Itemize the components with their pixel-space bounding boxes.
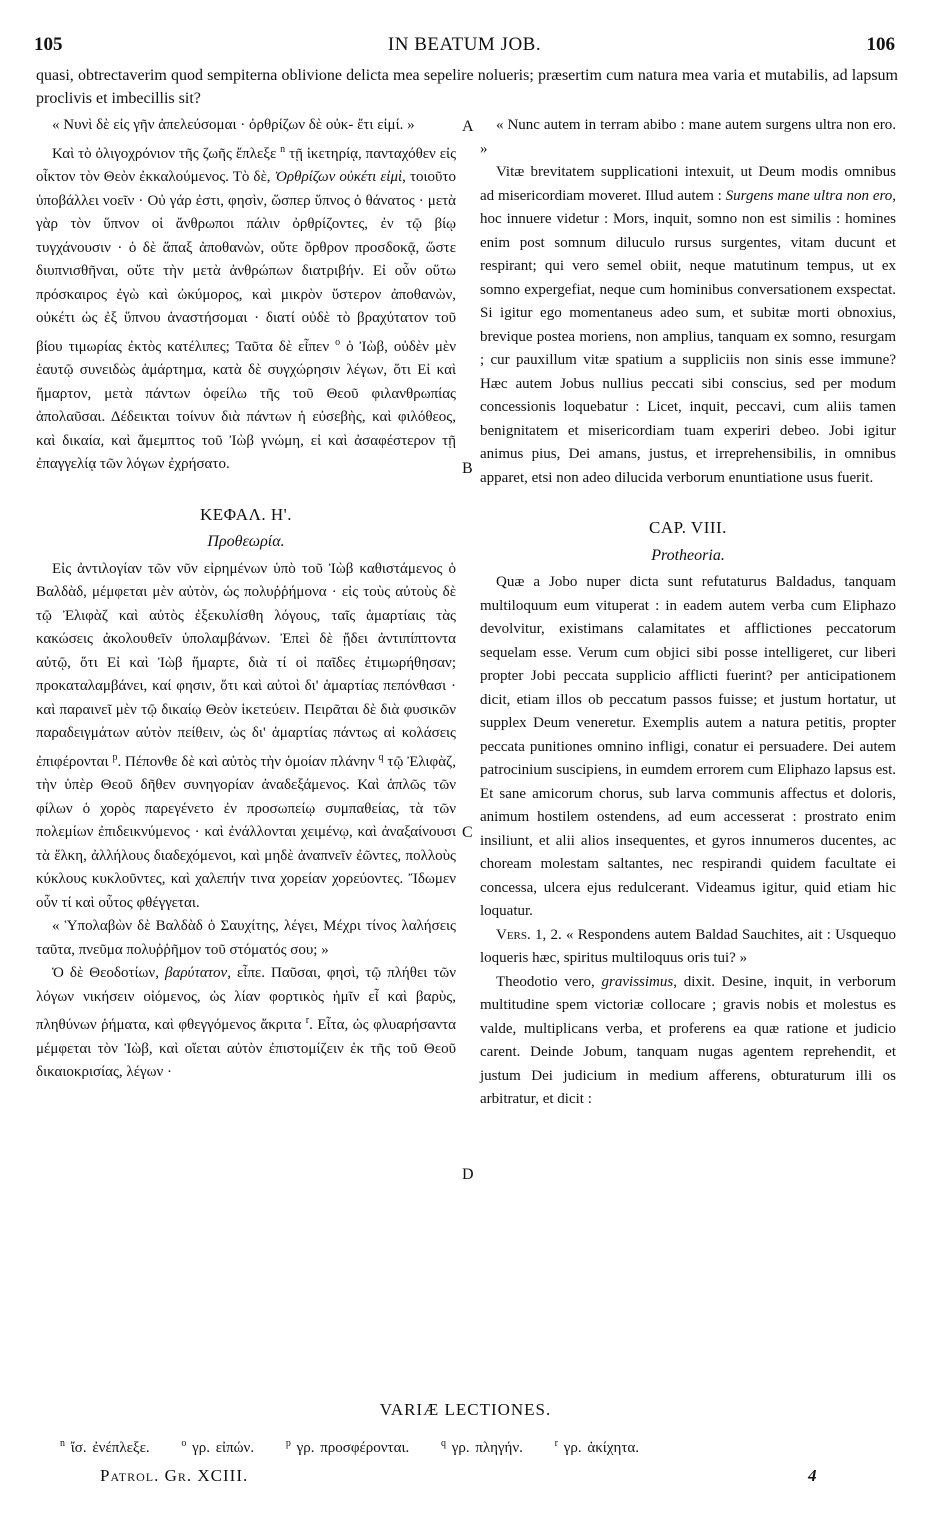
greek-protheoria: Εἰς ἀντιλογίαν τῶν νῦν εἰρημένων ὑπὸ τοῦ Ἰὼβ καθιστάμενος ὁ Βαλδὰδ, μέμφεται μὲν αὐτὸν, ὡς πολυῤῥήμονα · εἰς τοὺς αὐτοὺς δὲ τῷ Ἐλιφὰζ καὶ αὐτὸς ἐξεκυλίσθη λόγους, ταῖς ἁμαρτίαις τὰς κακώσεις ἀκολουθεῖν ὑπολαμβάνων. Ἐπεὶ δὲ ᾔδει ἀντιπίπτοντα αὐτῷ, ὅτι Εἰ καὶ Ἰὼβ ἥμαρτε, διὰ τί οἱ παῖδες ἐτιμωρήθησαν; προκαταλαμβάνει, καί φησιν, ὅτι καὶ αὐτοὶ δι' ἁμαρτίας πεπόνθασι · καὶ παραινεῖ μὲν τῷ δικαίῳ Θεὸν ἱκετεύειν. Πειρᾶται δὲ διὰ φυσικῶν παραδειγμάτων αὐτὸν πείθειν, ὡς δι' ἁμαρτίας πάντως αἱ κολάσεις ἐπιφέρονται $^p$. Πέπονθε δὲ καὶ αὐτὸς τὴν ὁμοίαν πλάνην $^q$ τῷ Ἐλιφὰζ, τὴν ὑπὲρ Θεοῦ δῆθεν συνηγορίαν ἀναδεξάμενος. Καὶ ἁπλῶς τῶν φίλων ὁ χορὸς παρεγένετο ἐν προσωπείῳ συμπαθείας, τὰ τῶν πολεμίων ἐπιδεικνύμενος · καὶ ἐνάλλονται χειμένῳ, καὶ ἀναξαίνουσι τὰ ἕλκη, ἀλλήλους διαδεχόμενοι, καὶ μηδὲ ἀναπνεῖν ἐῶντες, πολλοὺς κύκλους κυκλοῦντες, καὶ χαλεπήν τινα χορείαν χορεύοντες. Ἴδωμεν οὖν τί καὶ οὗτος φθέγγεται. bbox=[36, 560, 457, 911]
footer-signature-mark: 4 bbox=[808, 1466, 817, 1485]
note-mark-o: o bbox=[335, 336, 341, 348]
running-header bbox=[34, 34, 895, 58]
latin-protheoria: Quæ a Jobo nuper dicta sunt refutaturus Baldadus, tanquam multiloquum eum vituperat : in eadem autem verba cum Eliphazo devolvitur, existimans calamitates et afflictiones peccatorum sequelam esse. Verum cum objici sibi posse intelligeret, cur liberi propter Jobi peccata supplicio afflicti fuerint? per anticipationem dicit, etiam illos ob peccatum passos fuisse; et justum hortatur, ut supplex Deum veneretur. Exemplis autem a natura petitis, propter peccata punitiones omnino infligi, conatur ei persuadere. Dei autem patrocinium suscipiens, in eumdem errorem cum Eliphazo lapsus est. Et sane amicorum chorus, sub larva communis affectus et doloris, animum hostilem ostendens, ad eum accesserat : prostrato enim insiliunt, et alii alios insequentes, et gyros innumeros ducentes, ac choream molestam saltantes, nec respirandi quidem facultate ei concessa, ulcera ejus redulcerant. Videamus igitur, quid etiam hic loquatur. bbox=[480, 574, 896, 919]
variant-note: $^n$ ἴσ. ἐνέπλεξε. bbox=[60, 1438, 150, 1456]
variant-note: $^p$ γρ. προσφέρονται. bbox=[285, 1438, 410, 1456]
latin-subtitle: Protheoria. bbox=[651, 546, 725, 564]
latin-commentary-2: Theodotio vero, gravissimus, dixit. Desine, inquit, in verborum multitudine spem victoriæ collocare ; gravis nobis et molestus es valde, multiplicans verba, et proferens ea quæ ratione et judicio carent. Deinde Jobum, tanquam nugas agentem reprehendit, et justum Dei judicium in medium afferens, obturaturum illi os arbitratur, et dicit : bbox=[480, 973, 897, 1107]
variant-note: $^o$ γρ. εἰπών. bbox=[181, 1438, 255, 1456]
margin-letter-a: A bbox=[462, 118, 474, 135]
greek-verse-quote-2: « Ὑπολαβὼν δὲ Βαλδὰδ ὁ Σαυχίτης, λέγει, Μέχρι τίνος λαλήσεις ταῦτα, πνεῦμα πολυῤῥῆμον τοῦ στόματός σου; » bbox=[36, 918, 456, 958]
greek-column bbox=[36, 114, 456, 1085]
greek-commentary-1: Καὶ τὸ ὀλιγοχρόνιον τῆς ζωῆς ἔπλεξε $^n$ τῇ ἱκετηρίᾳ, πανταχόθεν εἰς οἶκτον τὸν Θεὸν ἐκκαλούμενος. Τὸ δὲ, Ὀρθρίζων οὐκέτι εἰμὶ, τοιοῦτο ὑποβάλλει νοεῖν · Οὐ γάρ ἐστι, φησὶν, ὥσπερ ὕπνος ὁ θάνατος · μετὰ γὰρ τὸν ὕπνον οἱ ἄνθρωποι πάλιν ὀρθρίζοντες, ἐν τῷ βίῳ τυγχάνουσιν · ὁ δὲ ἅπαξ ἀποθανὼν, οὔτε ὄρθρον προσδοκᾷ, ὥστε διυπνισθῆναι, οὔτε τὴν μετὰ ἀνθρώπων διατριβήν. Εἰ οὖν οὕτω πρόσκαιρος ἐγὼ καὶ ὠκύμορος, καὶ μικρὸν ὕστερον ἀποθανὼν, οὐκέτι ὡς ἐξ ὕπνου ἀναστήσομαι · διατί οὐδὲ τὸ βραχύτατον τοῦ βίου τιμωρίας ἐκτὸς κατέλιπες; Ταῦτα δὲ εἶπεν $^o$ ὁ Ἰὼβ, οὐδὲν μὲν ἑαυτῷ συνειδὼς ἁμάρτημα, κατὰ δὲ συγχώρησιν λέγων, ὅτι Εἰ καὶ ἥμαρτον, μετὰ πάντων ὀφείλω τῆς τοῦ Θεοῦ φιλανθρωπίας ἀπολαῦσαι. Δέδεικται τοίνυν διὰ πάντων ἡ εὐσεβὴς, καὶ φιλόθεος, καὶ δικαία, καὶ ἄμεμπτος τοῦ Ἰὼβ γνώμη, εἰ καὶ ἀσαφέστερον τῇ ἐπαγγελίᾳ τῶν λόγων ἐχρήσατο. bbox=[36, 143, 457, 472]
footer-series-title: Patrol. Gr. XCIII. bbox=[100, 1466, 249, 1485]
page-number-right: 106 bbox=[866, 34, 895, 55]
variae-lectiones-title: VARIÆ LECTIONES. bbox=[379, 1400, 552, 1419]
greek-verse-quote: « Νυνὶ δὲ εἰς γῆν ἀπελεύσομαι · ὀρθρίζων δὲ οὐκ- ἔτι εἰμί. » bbox=[52, 117, 415, 133]
margin-letter-c: C bbox=[462, 824, 473, 841]
margin-letter-b: B bbox=[462, 460, 473, 477]
note-mark-q: q bbox=[378, 751, 384, 763]
variant-note: $^r$ γρ. ἀκίχητα. bbox=[554, 1438, 639, 1456]
latin-verse-quote-2: Vers. 1, 2. « Respondens autem Baldad Sauchites, ait : Usquequo loqueris hæc, spiritus multiloquus oris tui? » bbox=[480, 926, 896, 966]
intro-latin-paragraph: quasi, obtrectaverim quod sempiterna oblivione delicta mea sepelire nolueris; præsertim cum natura mea varia et mutabilis, ad lapsum proclivis et imbecillis sit? bbox=[36, 67, 898, 107]
latin-commentary-1: Vitæ brevitatem supplicationi intexuit, ut Deum modis omnibus ad misericordiam moveret. Illud autem : Surgens mane ultra non ero, hoc innuere videtur : Mors, inquit, somno non est similis : homines enim post somnum diluculo rursus surgentes, vitam ducunt et respirant; qui vero semel obiit, neque matutinum tempus, ut ex somno expergefiat, neque cum hominibus conversationem exspectat. Si igitur ego momentaneus adeo sum, et subitæ morti obnoxius, brevique postea moriens, non amplius, tanquam ex somno, resurgam ; cur pauxillum vitæ spatium a suppliciis non sinis esse immune? Hæc autem Jobus nullius peccati sibi conscius, sed per modum concessionis loquebatur : Licet, inquit, peccavi, cum aliis tamen benignitatem et misericordiam tuam experiri debeo. Jobi igitur animus pius, Dei amans, justus, et irreprehensibilis, in omnibus apparet, etsi non adeo dilucida verborum enuntiatione usus fuerit. bbox=[480, 164, 897, 486]
greek-chapter-heading: ΚΕΦΑΛ. Η'. bbox=[200, 504, 292, 524]
note-mark-n: n bbox=[280, 143, 286, 155]
note-mark-r: r bbox=[305, 1015, 310, 1026]
latin-column bbox=[480, 114, 896, 1112]
greek-commentary-2: Ὁ δὲ Θεοδοτίων, βαρύτατον, εἶπε. Παῦσαι, φησὶ, τῷ πλήθει τῶν λόγων νικήσειν οἰόμενος, ὡς λίαν φορτικὸς ἡμῖν εἶ καὶ βαρὺς, πληθύνων ῥήματα, καὶ φθεγγόμενος ἄκριτα $^r$. Εἶτα, ὡς φλυαρήσαντα μέμφεται τὸν Ἰὼβ, καὶ οἴεται αὐτὸν ἐπιστομίζειν ἐκ τῆς τοῦ Θεοῦ δικαιοκρισίας, λέγων · bbox=[36, 965, 457, 1080]
note-mark-p: p bbox=[112, 751, 118, 763]
latin-chapter-heading: CAP. VIII. bbox=[649, 518, 727, 537]
variae-lectiones-notes bbox=[60, 1438, 900, 1457]
margin-letter-d: D bbox=[462, 1166, 474, 1183]
page-number-left: 105 bbox=[34, 34, 63, 55]
greek-subtitle: Προθεωρία. bbox=[207, 533, 285, 550]
variant-note: $^q$ γρ. πληγήν. bbox=[440, 1438, 523, 1456]
running-title: IN BEATUM JOB. bbox=[387, 34, 542, 55]
latin-verse-quote: « Nunc autem in terram abibo : mane autem surgens ultra non ero. » bbox=[480, 117, 896, 157]
